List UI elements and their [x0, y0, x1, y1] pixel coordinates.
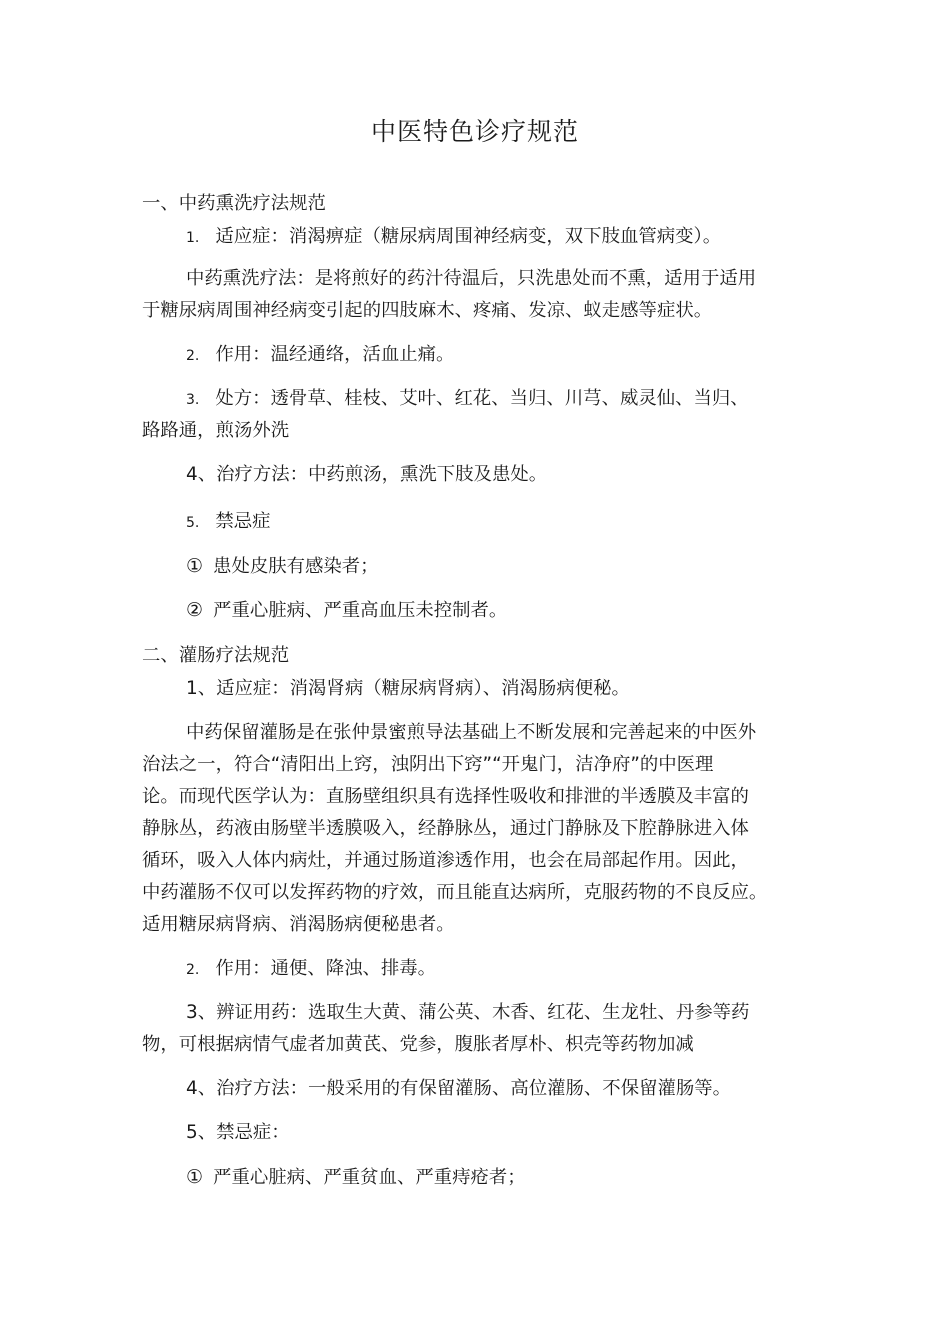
- s2-item3-continuation: 物，可根据病情气虚者加黄芪、党参，腹胀者厚朴、枳壳等药物加减: [142, 1034, 694, 1055]
- s1-item3-continuation: 路路通，煎汤外洗: [142, 420, 290, 441]
- s2-contraindication-1: [186, 1161, 526, 1194]
- s1-paragraph-line: 于糖尿病周围神经病变引起的四肢麻木、疼痛、发凉、蚁走感等症状。: [142, 300, 713, 321]
- s1-item-prescription: [186, 383, 749, 416]
- s1-item-indications: [186, 221, 721, 254]
- s1-item-treatment: 4、治疗方法：中药煎汤，熏洗下肢及患处。: [186, 464, 548, 485]
- s2-paragraph-line: 治法之一，符合“清阳出上窍，浊阴出下窍”“开鬼门，洁净府”的中医理: [142, 754, 714, 775]
- s1-contraindication-1-text: 患处皮肤有感染者；: [213, 556, 379, 577]
- s1-item5-text: 禁忌症: [215, 511, 271, 532]
- s2-item-medication: 3、辨证用药：选取生大黄、蒲公英、木香、红花、生龙牡、丹参等药: [186, 1002, 750, 1023]
- s2-paragraph-line: 论。而现代医学认为：直肠壁组织具有选择性吸收和排泄的半透膜及丰富的: [142, 786, 749, 807]
- s1-item3-number: 3.: [186, 392, 200, 408]
- s2-paragraph-line: 中药保留灌肠是在张仲景蜜煎导法基础上不断发展和完善起来的中医外: [186, 722, 757, 743]
- s2-paragraph-line: 循环，吸入人体内病灶，并通过肠道渗透作用，也会在局部起作用。因此，: [142, 850, 749, 871]
- s1-item1-number: 1.: [186, 230, 200, 246]
- page-title: 中医特色诊疗规范: [370, 117, 579, 146]
- s1-item5-number: 5.: [186, 515, 200, 531]
- section-heading-fumigation: 一、中药熏洗疗法规范: [142, 193, 326, 214]
- s2-item-treatment: 4、治疗方法：一般采用的有保留灌肠、高位灌肠、不保留灌肠等。: [186, 1078, 732, 1099]
- s1-item-effect: [186, 339, 454, 372]
- s2-paragraph-line: 静脉丛，药液由肠壁半透膜吸入，经静脉丛，通过门静脉及下腔静脉进入体: [142, 818, 749, 839]
- s1-item-contraindications: [186, 506, 271, 539]
- s1-paragraph-line: 中药熏洗疗法：是将煎好的药汁待温后，只洗患处而不熏，适用于适用: [186, 268, 757, 289]
- s2-paragraph-line: 中药灌肠不仅可以发挥药物的疗效，而且能直达病所，克服药物的不良反应。: [142, 882, 768, 903]
- s1-item1-text: 适应症：消渴痹症（糖尿病周围神经病变，双下肢血管病变）。: [215, 226, 722, 247]
- s1-contraindication-2-text: 严重心脏病、严重高血压未控制者。: [213, 600, 508, 621]
- s1-item3-text: 处方：透骨草、桂枝、艾叶、红花、当归、川芎、威灵仙、当归、: [215, 388, 749, 409]
- s2-item-contraindications: 5、禁忌症：: [186, 1122, 290, 1143]
- circled-number-2: ②: [186, 599, 204, 621]
- s2-item2-text: 作用：通便、降浊、排毒。: [215, 958, 437, 979]
- s2-paragraph-line: 适用糖尿病肾病、消渴肠病便秘患者。: [142, 914, 455, 935]
- s2-item2-number: 2.: [186, 962, 200, 978]
- section-heading-enema: 二、灌肠疗法规范: [142, 645, 290, 666]
- s2-item-effect: [186, 953, 436, 986]
- s2-item-indications: 1、适应症：消渴肾病（糖尿病肾病）、消渴肠病便秘。: [186, 678, 630, 699]
- s1-contraindication-2: [186, 594, 507, 627]
- s1-item2-number: 2.: [186, 348, 200, 364]
- circled-number-1: ①: [186, 1166, 204, 1188]
- s2-contraindication-1-text: 严重心脏病、严重贫血、严重痔疮者；: [213, 1167, 526, 1188]
- s1-contraindication-1: [186, 550, 379, 583]
- circled-number-1: ①: [186, 555, 204, 577]
- s1-item2-text: 作用：温经通络，活血止痛。: [215, 344, 455, 365]
